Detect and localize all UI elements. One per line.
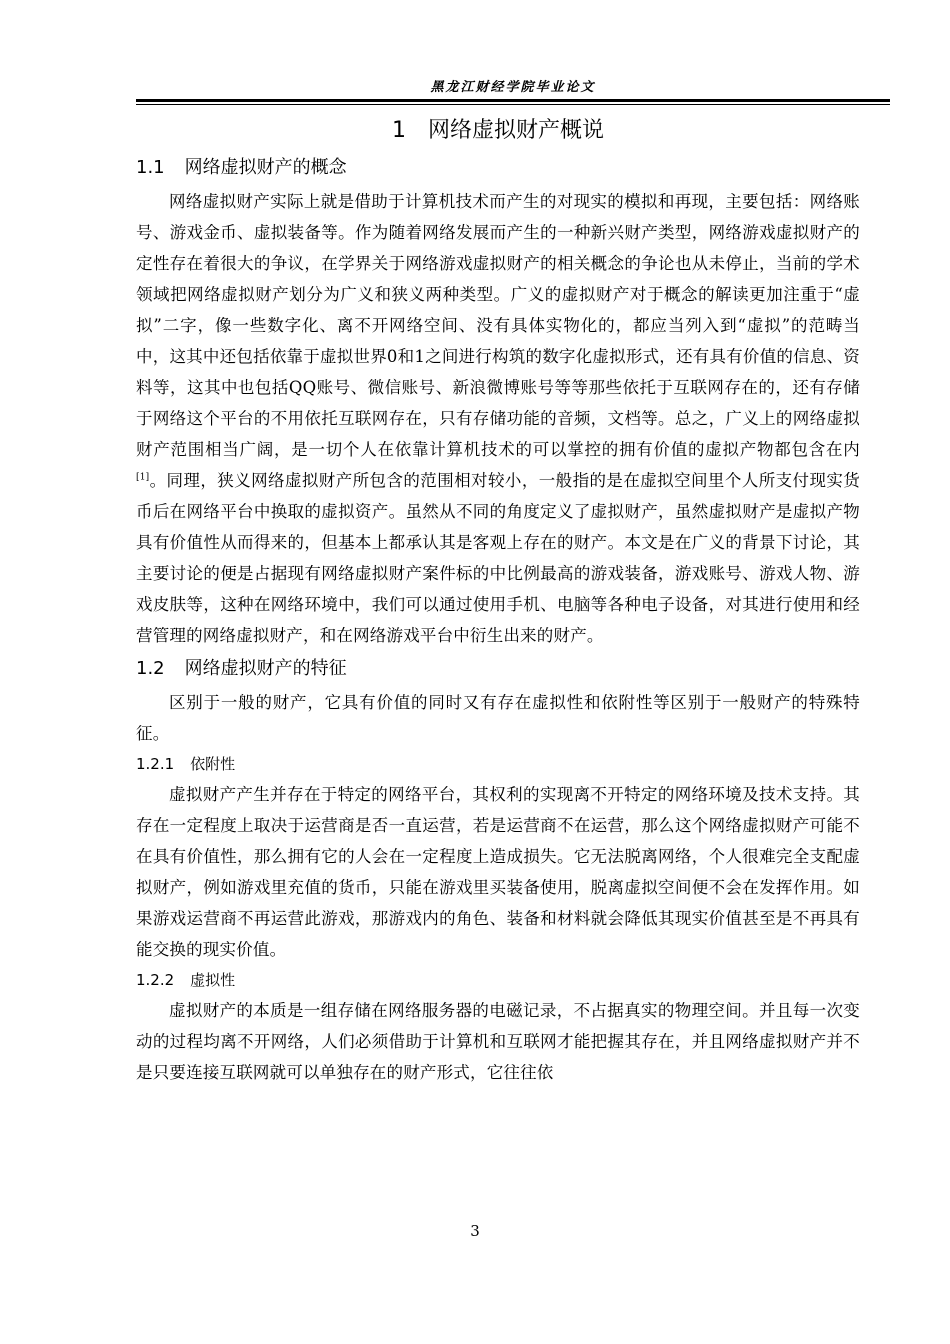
chapter-title: 网络虚拟财产概说 bbox=[427, 118, 604, 143]
subsection-title: 虚拟性 bbox=[190, 971, 236, 989]
running-header: 黑龙江财经学院毕业论文 bbox=[430, 80, 596, 95]
body-paragraph: 区别于一般的财产，它具有价值的同时又有存在虚拟性和依附性等区别于一般财产的特殊特征。 bbox=[136, 693, 860, 743]
section-number: 1.2 bbox=[136, 658, 165, 679]
chapter-number: 1 bbox=[391, 118, 406, 143]
paragraph-text: 。同理，狭义网络虚拟财产所包含的范围相对较小，一般指的是在虚拟空间里个人所支付现实货币后在网络平台中换取的虚拟资产。虽然从不同的角度定义了虚拟财产，虽然虚拟财产是虚拟产物具有价值性从而得来的，但基本上都承认其是客观上存在的财产。本文是在广义的背景下讨论，其主要讨论的便是占据现有网络虚拟财产案件标的中比例最高的游戏装备，游戏账号、游戏人物、游戏皮肤等，这种在网络环境中，我们可以通过使用手机、电脑等各种电子设备，对其进行使用和经营管理的网络虚拟财产，和在网络游戏平台中衍生出来的财产。 bbox=[136, 471, 860, 645]
body-paragraph bbox=[136, 186, 860, 651]
page-content bbox=[136, 112, 860, 1088]
header-rule-thin bbox=[136, 104, 890, 105]
chapter-heading bbox=[136, 112, 860, 150]
subsection-number: 1.2.1 bbox=[136, 755, 175, 773]
section-heading bbox=[136, 651, 860, 687]
section-title: 网络虚拟财产的特征 bbox=[184, 658, 347, 679]
subsection-number: 1.2.2 bbox=[136, 971, 175, 989]
section-heading bbox=[136, 150, 860, 186]
body-paragraph: 虚拟财产的本质是一组存储在网络服务器的电磁记录，不占据真实的物理空间。并且每一次变动的过程均离不开网络，人们必须借助于计算机和互联网才能把握其存在，并且网络虚拟财产并不是只要连接互联网就可以单独存在的财产形式，它往往依 bbox=[136, 1001, 860, 1082]
header-rule-thick bbox=[136, 99, 890, 102]
body-paragraph: 虚拟财产产生并存在于特定的网络平台，其权利的实现离不开特定的网络环境及技术支持。其存在一定程度上取决于运营商是否一直运营，若是运营商不在运营，那么这个网络虚拟财产可能不在具有价值性，那么拥有它的人会在一定程度上造成损失。它无法脱离网络，个人很难完全支配虚拟财产，例如游戏里充值的货币，只能在游戏里买装备使用，脱离虚拟空间便不会在发挥作用。如果游戏运营商不再运营此游戏，那游戏内的角色、装备和材料就会降低其现实价值甚至是不再具有能交换的现实价值。 bbox=[136, 785, 860, 959]
paragraph-text: 网络虚拟财产实际上就是借助于计算机技术而产生的对现实的模拟和再现，主要包括：网络账号、游戏金币、虚拟装备等。作为随着网络发展而产生的一种新兴财产类型，网络游戏虚拟财产的定性存在着很大的争议，在学界关于网络游戏虚拟财产的相关概念的争论也从未停止，当前的学术领域把网络虚拟财产划分为广义和狭义两种类型。广义的虚拟财产对于概念的解读更加注重于“虚拟”二字，像一些数字化、离不开网络空间、没有具体实物化的，都应当列入到“虚拟”的范畴当中，这其中还包括依靠于虚拟世界0和1之间进行构筑的数字化虚拟形式，还有具有价值的信息、资料等，这其中也包括QQ账号、微信账号、新浪微博账号等等那些依托于互联网存在的，还有存储于网络这个平台的不用依托互联网存在，只有存储功能的音频，文档等。总之，广义上的网络虚拟财产范围相当广阔，是一切个人在依靠计算机技术的可以掌控的拥有价值的虚拟产物都包含在内 bbox=[136, 192, 860, 459]
citation-marker: [1] bbox=[136, 472, 150, 483]
page-number: 3 bbox=[470, 1222, 480, 1240]
subsection-title: 依附性 bbox=[190, 755, 236, 773]
subsection-heading bbox=[136, 965, 860, 995]
section-title: 网络虚拟财产的概念 bbox=[184, 157, 347, 178]
section-number: 1.1 bbox=[136, 157, 165, 178]
subsection-heading bbox=[136, 749, 860, 779]
